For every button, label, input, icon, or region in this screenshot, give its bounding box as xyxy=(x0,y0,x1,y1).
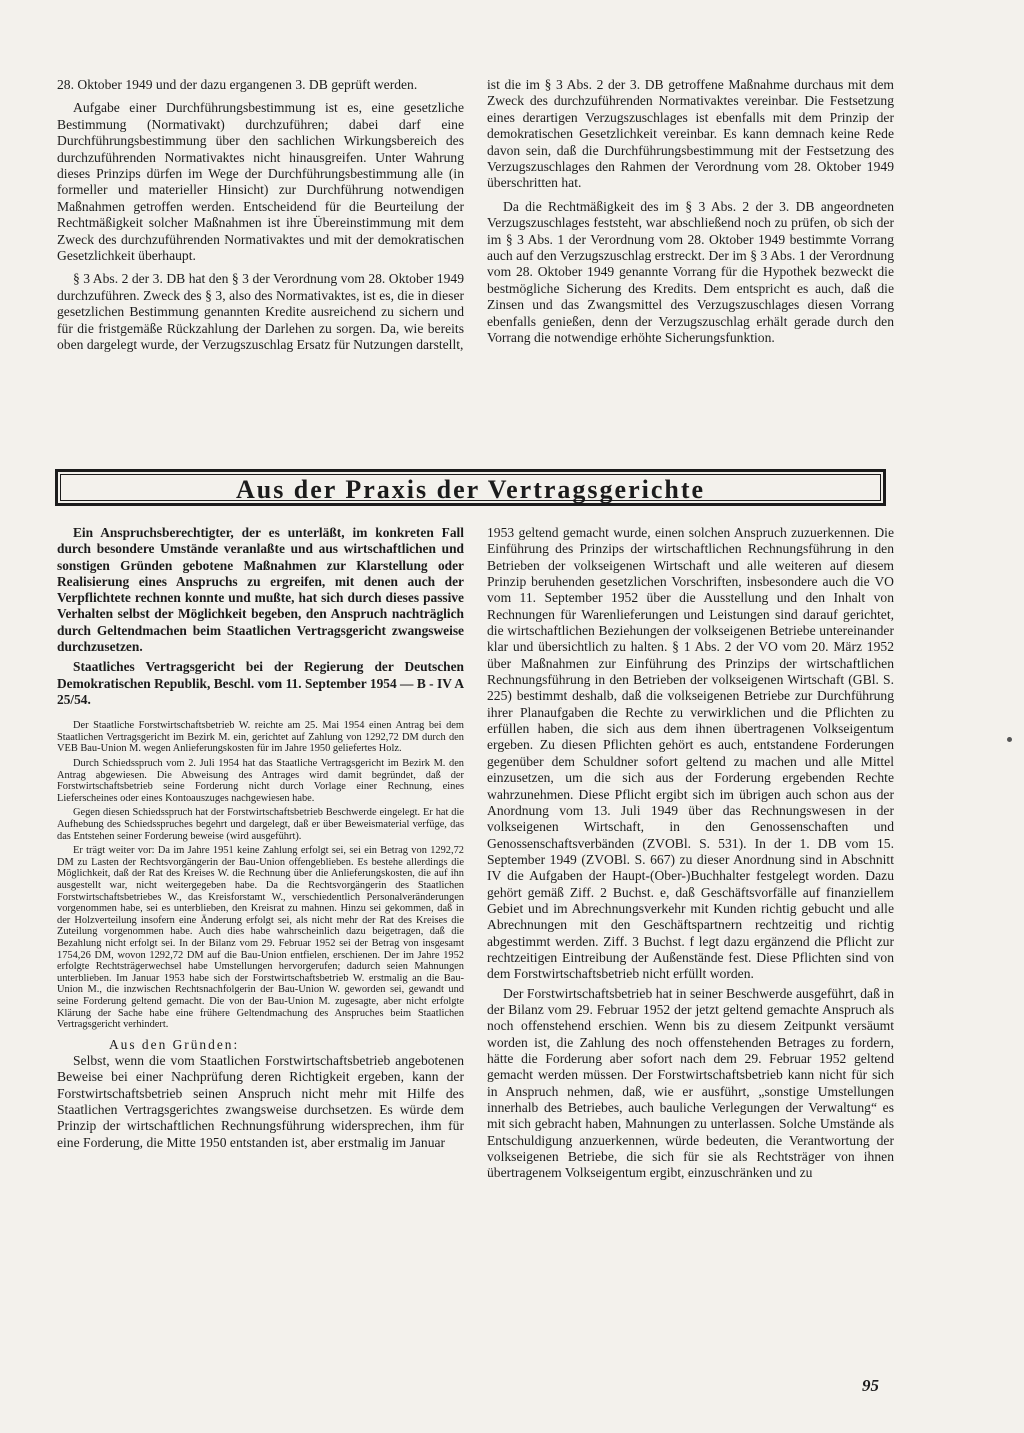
paragraph: Durch Schiedsspruch vom 2. Juli 1954 hat das Staatliche Vertragsgericht im Bezirk M. den Antrag abgewiesen. Die Abweisung des Antrages wird damit begründet, daß der Forstwirtschaftsbetrieb seine Forderung nicht durch Vorlage einer Rechnung, eines Lieferscheines oder eines Kontoauszuges nachgewiesen habe. xyxy=(57,758,464,804)
facts-section xyxy=(57,720,464,1030)
court-citation: Staatliches Vertragsgericht bei der Regierung der Deutschen Demokratischen Republik, Beschl. vom 11. September 1954 — B - IV A 25/54. xyxy=(57,659,464,707)
paragraph: 28. Oktober 1949 und der dazu ergangenen 3. DB geprüft werden. xyxy=(57,77,418,92)
paragraph: § 3 Abs. 2 der 3. DB hat den § 3 der Verordnung vom 28. Oktober 1949 durchzuführen. Zweck des § 3, also des Normativaktes, ist es, die in dieser gesetzlichen Bestimmung genannten Kredite ausreichend zu sichern und für die fristgemäße Rückzahlung der Darlehen zu sorgen. Da, wie bereits oben dargelegt wurde, der Verzugszuschlag Ersatz für Nutzungen darstellt, xyxy=(57,271,464,353)
paragraph: Der Forstwirtschaftsbetrieb hat in seiner Beschwerde ausgeführt, daß in der Bilanz vom 29. Februar 1952 der jetzt geltend gemachte Anspruch als noch offenstehend erschien. Wenn bis zu diesem Zeitpunkt versäumt worden ist, die Zahlung des noch offenstehenden Betrages zu fordern, hätte die Forderung aber sofort nach dem 29. Februar 1952 geltend gemacht werden müssen. Der Forstwirtschaftsbetrieb kann nicht für sich in Anspruch nehmen, daß, wie er ausführt, „sonstige Umstellungen innerhalb des Betriebes, auch bauliche Verlegungen der Verwaltung“ es mit sich gebracht haben, Mahnungen zu unterlassen. Solche Umstände als Entschuldigung anzuerkennen, würde bedeuten, die Verantwortung der volkseigenen Betriebe, die sich für sie als Rechtsträger von ihnen übertragenem Volkseigentum ergibt, einzuschränken und zu xyxy=(487,985,894,1181)
page-number: 95 xyxy=(862,1376,879,1395)
paragraph: ist die im § 3 Abs. 2 der 3. DB getroffene Maßnahme durchaus mit dem Zweck des durchzuführenden Normativaktes vereinbar. Die Festsetzung eines derartigen Verzugszuschlages ist ebenfalls mit dem Prinzip der demokratischen Gesetzlichkeit vereinbar. Es kann demnach keine Rede davon sein, daß die Durchführungsbestimmung mit der Festsetzung des Verzugszuschlages den Rahmen der Verordnung vom 28. Oktober 1949 überschritten hat. xyxy=(487,77,894,191)
bottom-left-column xyxy=(57,525,464,1151)
paragraph: Gegen diesen Schiedsspruch hat der Forstwirtschaftsbetrieb Beschwerde eingelegt. Er hat die Aufhebung des Schiedsspruches begehrt und dargelegt, daß er über Beweismaterial verfüge, das das Entstehen seiner Forderung beweise (wird ausgeführt). xyxy=(57,807,464,842)
paragraph: Er trägt weiter vor: Da im Jahre 1951 keine Zahlung erfolgt sei, sei ein Betrag von 1292,72 DM zu Lasten der Rechtsvorgängerin der Bau-Union offengeblieben. Es bestehe allerdings die Möglichkeit, daß der Rat des Kreises W. die Rechnung über die Anlieferungskosten, die auf ihn ausgestellt war, nicht weitergegeben habe. Da die Rechtsvorgängerin des Staatlichen Forstwirtschaftsbetriebes W., das Kreisforstamt W., verschiedentlich Personalveränderungen vorgenommen habe, sei es unterblieben, den Kreisrat zu mahnen. Hinzu sei gekommen, daß in der Holzverteilung insofern eine Änderung erfolgt sei, als nicht mehr der Rat des Kreises die Zuteilung vorgenommen habe. Auch dies habe wahrscheinlich dazu beigetragen, daß die Bezahlung nicht erfolgt sei. In der Bilanz vom 29. Februar 1952 sei der Betrag von insgesamt 1754,26 DM, wovon 1292,72 DM auf die Bau-Union entfielen, erschienen. Der im Jahre 1952 erfolgte Rechtsträgerwechsel habe Umstellungen hervorgerufen; dadurch seien Mahnungen unterblieben. Im Januar 1953 habe sich der Forstwirtschaftsbetrieb W. erstmalig an die Bau-Union M., die inzwischen Rechtsnachfolgerin der Bau-Union W. geworden sei, gewandt und seine Forderung geltend gemacht. Die von der Bau-Union M. zugesagte, aber nicht erfolgte Klärung der Sache habe eine frühere Geltendmachung des Anspruches beim Staatlichen Vertragsgericht verhindert. xyxy=(57,845,464,1031)
headnote: Ein Anspruchsberechtigter, der es unterläßt, im konkreten Fall durch besondere Umstände veranlaßte und aus wirtschaftlichen und sonstigen Gründen gebotene Maßnahmen zur Klarstellung oder Realisierung eines Anspruchs zu ergreifen, mit denen auch der Verpflichtete rechnen konnte und mußte, hat sich durch dieses passive Verhalten selbst der Möglichkeit begeben, den Anspruch nachträglich durch Geltendmachen beim Staatlichen Vertragsgericht zwangsweise durchzusetzen. xyxy=(57,525,464,655)
margin-mark xyxy=(1007,737,1012,742)
section-banner xyxy=(55,469,886,506)
paragraph: 1953 geltend gemacht wurde, einen solchen Anspruch zuzuerkennen. Die Einführung des Prinzips der wirtschaftlichen Rechnungsführung in den Betrieben der volkseigenen Wirtschaft und alle weiteren auf diesem Prinzip beruhenden gesetzlichen Vorschriften, insbesondere auch die VO vom 11. September 1952 über die Ausstellung und den Inhalt von Rechnungen für Warenlieferungen und Leistungen sind darauf gerichtet, die wirtschaftlichen Beziehungen der volkseigenen Betriebe untereinander klar und übersichtlich zu halten. § 1 Abs. 2 der VO vom 20. März 1952 über Maßnahmen zur Einführung des Prinzips der wirtschaftlichen Rechnungsführung in den Betrieben der volkseigenen Wirtschaft (GBl. S. 225) bestimmt deshalb, daß die volkseigenen Betriebe zur Durchführung ihrer Planaufgaben die Rechte zu verwirklichen und die Pflichten zu erfüllen haben, die sich aus dem ihnen übertragenen Volkseigentum ergeben. Zu diesen Pflichten gehört es auch, entstandene Forderungen gegenüber dem Schuldner sofort geltend zu machen und alle Mittel einzusetzen, um die sich aus der Forderung ergebenden Rechte wahrzunehmen. Diese Pflicht ergibt sich im übrigen auch schon aus der Anordnung vom 13. Juli 1949 über das Rechnungswesen in der volkseigenen Wirtschaft, in den Genossenschaften und Genossenschaftsverbänden (ZVOBl. S. 531). In der 1. DB vom 15. September 1949 (ZVOBl. S. 667) zu dieser Anordnung sind in Abschnitt IV die Aufgaben der Haupt-(Ober-)Buchhalter festgelegt worden. Dazu gehört gemäß Ziff. 2 Buchst. e, daß Geschäftsvorfälle auf finanziellem Gebiet und im Abrechnungsverkehr mit Kunden richtig gebucht und alle Abrechnungen mit den Geschäftspartnern rechtzeitig und richtig abgestimmt werden. Ziff. 3 Buchst. f legt dazu ergänzend die Pflicht zur rechtzeitigen Eintreibung der Außenstände fest. Diese Pflichten sind von dem Forstwirtschaftsbetrieb nicht erfüllt worden. xyxy=(487,525,894,982)
top-right-column xyxy=(487,77,894,347)
paragraph: Selbst, wenn die vom Staatlichen Forstwirtschaftsbetrieb angebotenen Beweise bei einer Nachprüfung deren Richtigkeit ergeben, kann der Forstwirtschaftsbetrieb seinen Anspruch nicht mehr mit Hilfe des Staatlichen Vertragsgerichtes zwangsweise durchsetzen. Es würde dem Prinzip der wirtschaftlichen Rechnungsführung widersprechen, ihm für eine Forderung, die Mitte 1950 entstanden ist, aber erstmalig im Januar xyxy=(57,1052,464,1150)
top-left-column xyxy=(57,77,464,354)
paragraph: Der Staatliche Forstwirtschaftsbetrieb W. reichte am 25. Mai 1954 einen Antrag bei dem Staatlichen Vertragsgericht im Bezirk M. ein, gerichtet auf Zahlung von 1292,72 DM durch den VEB Bau-Union M. wegen Anlieferungskosten für im Jahre 1950 geliefertes Holz. xyxy=(57,720,464,755)
paragraph: Da die Rechtmäßigkeit des im § 3 Abs. 2 der 3. DB angeordneten Verzugszuschlages feststeht, war abschließend noch zu prüfen, ob sich der im § 3 Abs. 1 der Verordnung vom 28. Oktober 1949 bestimmte Vorrang auch auf den Verzugszuschlag erstreckt. Der im § 3 Abs. 1 der Verordnung vom 28. Oktober 1949 genannte Vorrang für die Hypothek bezweckt die bestmögliche Sicherung des Kredits. Dem entspricht es auch, daß die Zinsen und das Zwangsmittel des Verzugszuschlages diesen Vorrang ebenfalls genießen, denn der Verzugszuschlag erhält gerade durch den Vorrang die notwendige erhöhte Sicherungsfunktion. xyxy=(487,198,894,346)
bottom-right-column xyxy=(487,525,894,1182)
paragraph: Aufgabe einer Durchführungsbestimmung ist es, eine gesetzliche Bestimmung (Normativakt) durchzuführen; dabei darf eine Durchführungsbestimmung über den sachlichen Wirkungsbereich des durchzuführenden Normativaktes nicht hinausgreifen. Unter Wahrung dieses Prinzips dürfen im Wege der Durchführungsbestimmung alle (in formeller und materieller Hinsicht) zur Durchführung notwendigen Maßnahmen getroffen werden. Entscheidend für die Beurteilung der Rechtmäßigkeit solcher Maßnahmen ist ihre Übereinstimmung mit dem Zweck des durchzuführenden Normativaktes und mit der demokratischen Gesetzlichkeit überhaupt. xyxy=(57,100,464,264)
section-title: Aus der Praxis der Vertragsgerichte xyxy=(235,475,706,504)
reasons-section xyxy=(57,1053,464,1151)
reasons-heading: Aus den Gründen: xyxy=(109,1036,240,1052)
